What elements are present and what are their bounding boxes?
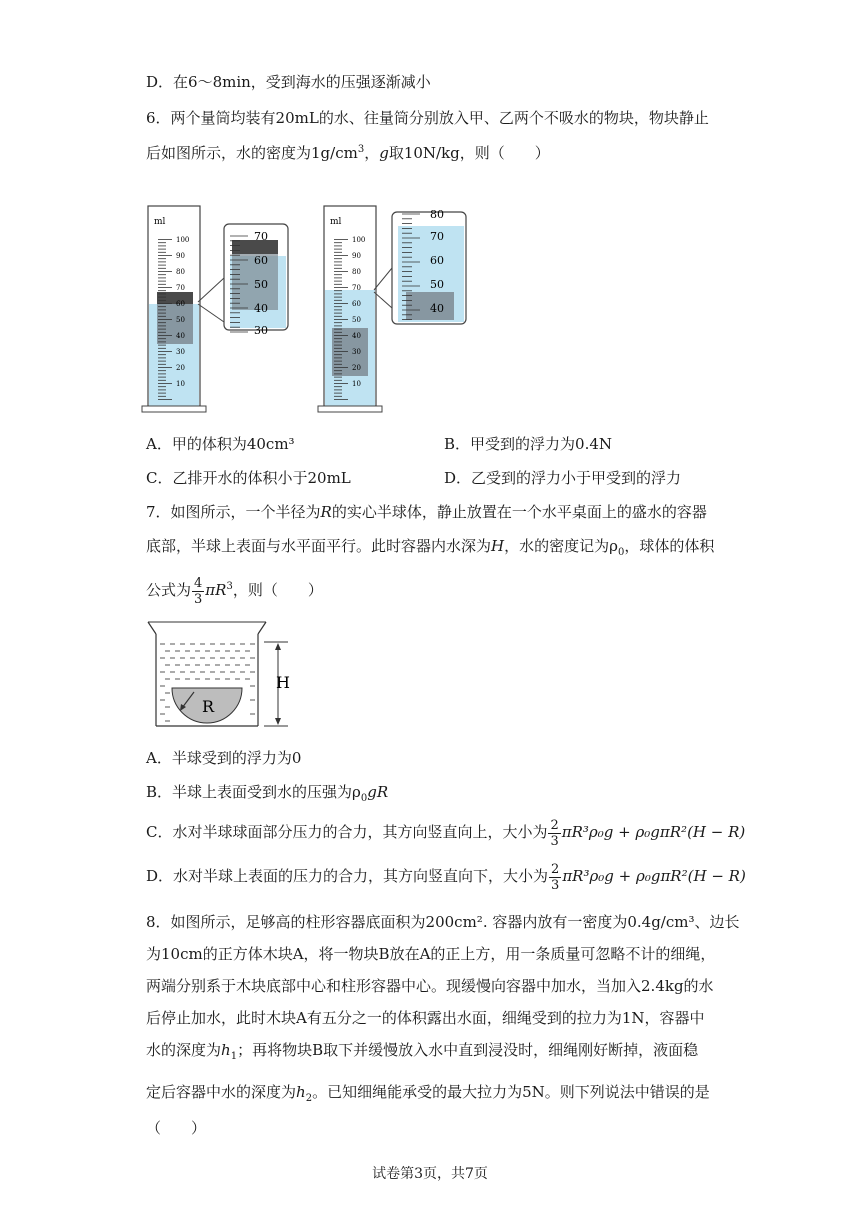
tick-right-20: 20 (352, 364, 361, 372)
q6-option-d: D．乙受到的浮力小于甲受到的浮力 (444, 469, 682, 487)
height-label: H (276, 673, 290, 692)
zoom-left-60: 60 (254, 254, 268, 267)
unit-label-right: ml (330, 217, 342, 227)
tick-right-30: 30 (352, 348, 361, 356)
zoom-right-60: 60 (430, 254, 444, 267)
q7-option-d: D．水对半球上表面的压力的合力，其方向竖直向下，大小为 $\frac{2}{3}$ πR³ρ₀g + ρ₀gπR²(H − R) (146, 861, 746, 893)
unit-label-left: ml (154, 217, 166, 227)
tick-left-40: 40 (176, 332, 185, 340)
tick-right-90: 90 (352, 252, 361, 260)
zoom-jia (198, 224, 288, 337)
q7-stem-line3: 公式为 $\frac{4}{3}$ $\pi R^3$，则（ ） (146, 575, 323, 607)
tick-left-50: 50 (176, 316, 185, 324)
radius-label: R (202, 697, 215, 716)
q8-stem-line6: 定后容器中水的深度为$h_2$。已知细绳能承受的最大拉力为5N。则下列说法中错误的是 (146, 1083, 710, 1104)
q6-option-a: A．甲的体积为40cm³ (146, 435, 295, 453)
q8-stem-line4: 后停止加水，此时木块A有五分之一的体积露出水面，细绳受到的拉力为1N，容器中 (146, 1009, 705, 1027)
tick-left-10: 10 (176, 380, 185, 388)
tick-left-90: 90 (176, 252, 185, 260)
q6-option-b: B．甲受到的浮力为0.4N (444, 435, 613, 453)
q6-stem-line1: 6．两个量筒均装有20mL的水、往量筒分别放入甲、乙两个不吸水的物块，物块静止 (146, 109, 709, 127)
q6-cylinders-figure (140, 198, 480, 422)
q7-stem-line1: 7．如图所示，一个半径为R的实心半球体，静止放置在一个水平桌面上的盛水的容器 (146, 503, 707, 521)
tick-right-10: 10 (352, 380, 361, 388)
zoom-right-70: 70 (430, 230, 444, 243)
tick-left-100: 100 (176, 236, 190, 244)
q5-option-d: D．在6～8min，受到海水的压强逐渐减小 (146, 73, 431, 91)
zoom-left-50: 50 (254, 278, 268, 291)
tick-left-30: 30 (176, 348, 185, 356)
cylinder-jia (142, 206, 206, 412)
zoom-left-70: 70 (254, 230, 268, 243)
zoom-right-50: 50 (430, 278, 444, 291)
tick-right-50: 50 (352, 316, 361, 324)
tick-right-100: 100 (352, 236, 366, 244)
zoom-right-40: 40 (430, 302, 444, 315)
q7-option-b: B．半球上表面受到水的压强为$\rho_0gR$ (146, 783, 389, 804)
q8-stem-line3: 两端分别系于木块底部中心和柱形容器中心。现缓慢向容器中加水，当加入2.4kg的水 (146, 977, 714, 995)
q6-option-c: C．乙排开水的体积小于20mL (146, 469, 351, 487)
q8-stem-line5: 水的深度为$h_1$；再将物块B取下并缓慢放入水中直到浸没时，细绳刚好断掉，液面稳 (146, 1041, 699, 1062)
q6-stem-line2: 后如图所示，水的密度为$1g/cm^3$，g取10N/kg，则（ ） (146, 144, 550, 162)
q8-stem-line2: 为10cm的正方体木块A，将一物块B放在A的正上方，用一条质量可忽略不计的细绳， (146, 945, 716, 963)
zoom-right-80: 80 (430, 208, 444, 221)
q7-option-a: A．半球受到的浮力为0 (146, 749, 302, 767)
q7-option-c: C．水对半球球面部分压力的合力，其方向竖直向上，大小为 $\frac{2}{3}$ πR³ρ₀g + ρ₀gπR²(H − R) (146, 817, 746, 849)
q7-stem-line2: 底部，半球上表面与水平面平行。此时容器内水深为H，水的密度记为$\rho_0$，球体的体积 (146, 537, 715, 558)
zoom-yi (374, 208, 466, 324)
tick-left-80: 80 (176, 268, 185, 276)
tick-left-70: 70 (176, 284, 185, 292)
page-footer: 试卷第3页，共7页 (372, 1166, 488, 1182)
q7-hemisphere-figure (146, 616, 306, 732)
tick-left-20: 20 (176, 364, 185, 372)
q8-stem-line1: 8．如图所示，足够高的柱形容器底面积为200cm². 容器内放有一密度为0.4g/cm³、边长 (146, 913, 740, 931)
q8-stem-line7: （ ） (146, 1119, 207, 1137)
tick-right-70: 70 (352, 284, 361, 292)
tick-left-60: 60 (176, 300, 185, 308)
zoom-left-40: 40 (254, 302, 268, 315)
tick-right-60: 60 (352, 300, 361, 308)
tick-right-40: 40 (352, 332, 361, 340)
cylinder-yi (318, 206, 382, 412)
zoom-left-30: 30 (254, 324, 268, 337)
tick-right-80: 80 (352, 268, 361, 276)
